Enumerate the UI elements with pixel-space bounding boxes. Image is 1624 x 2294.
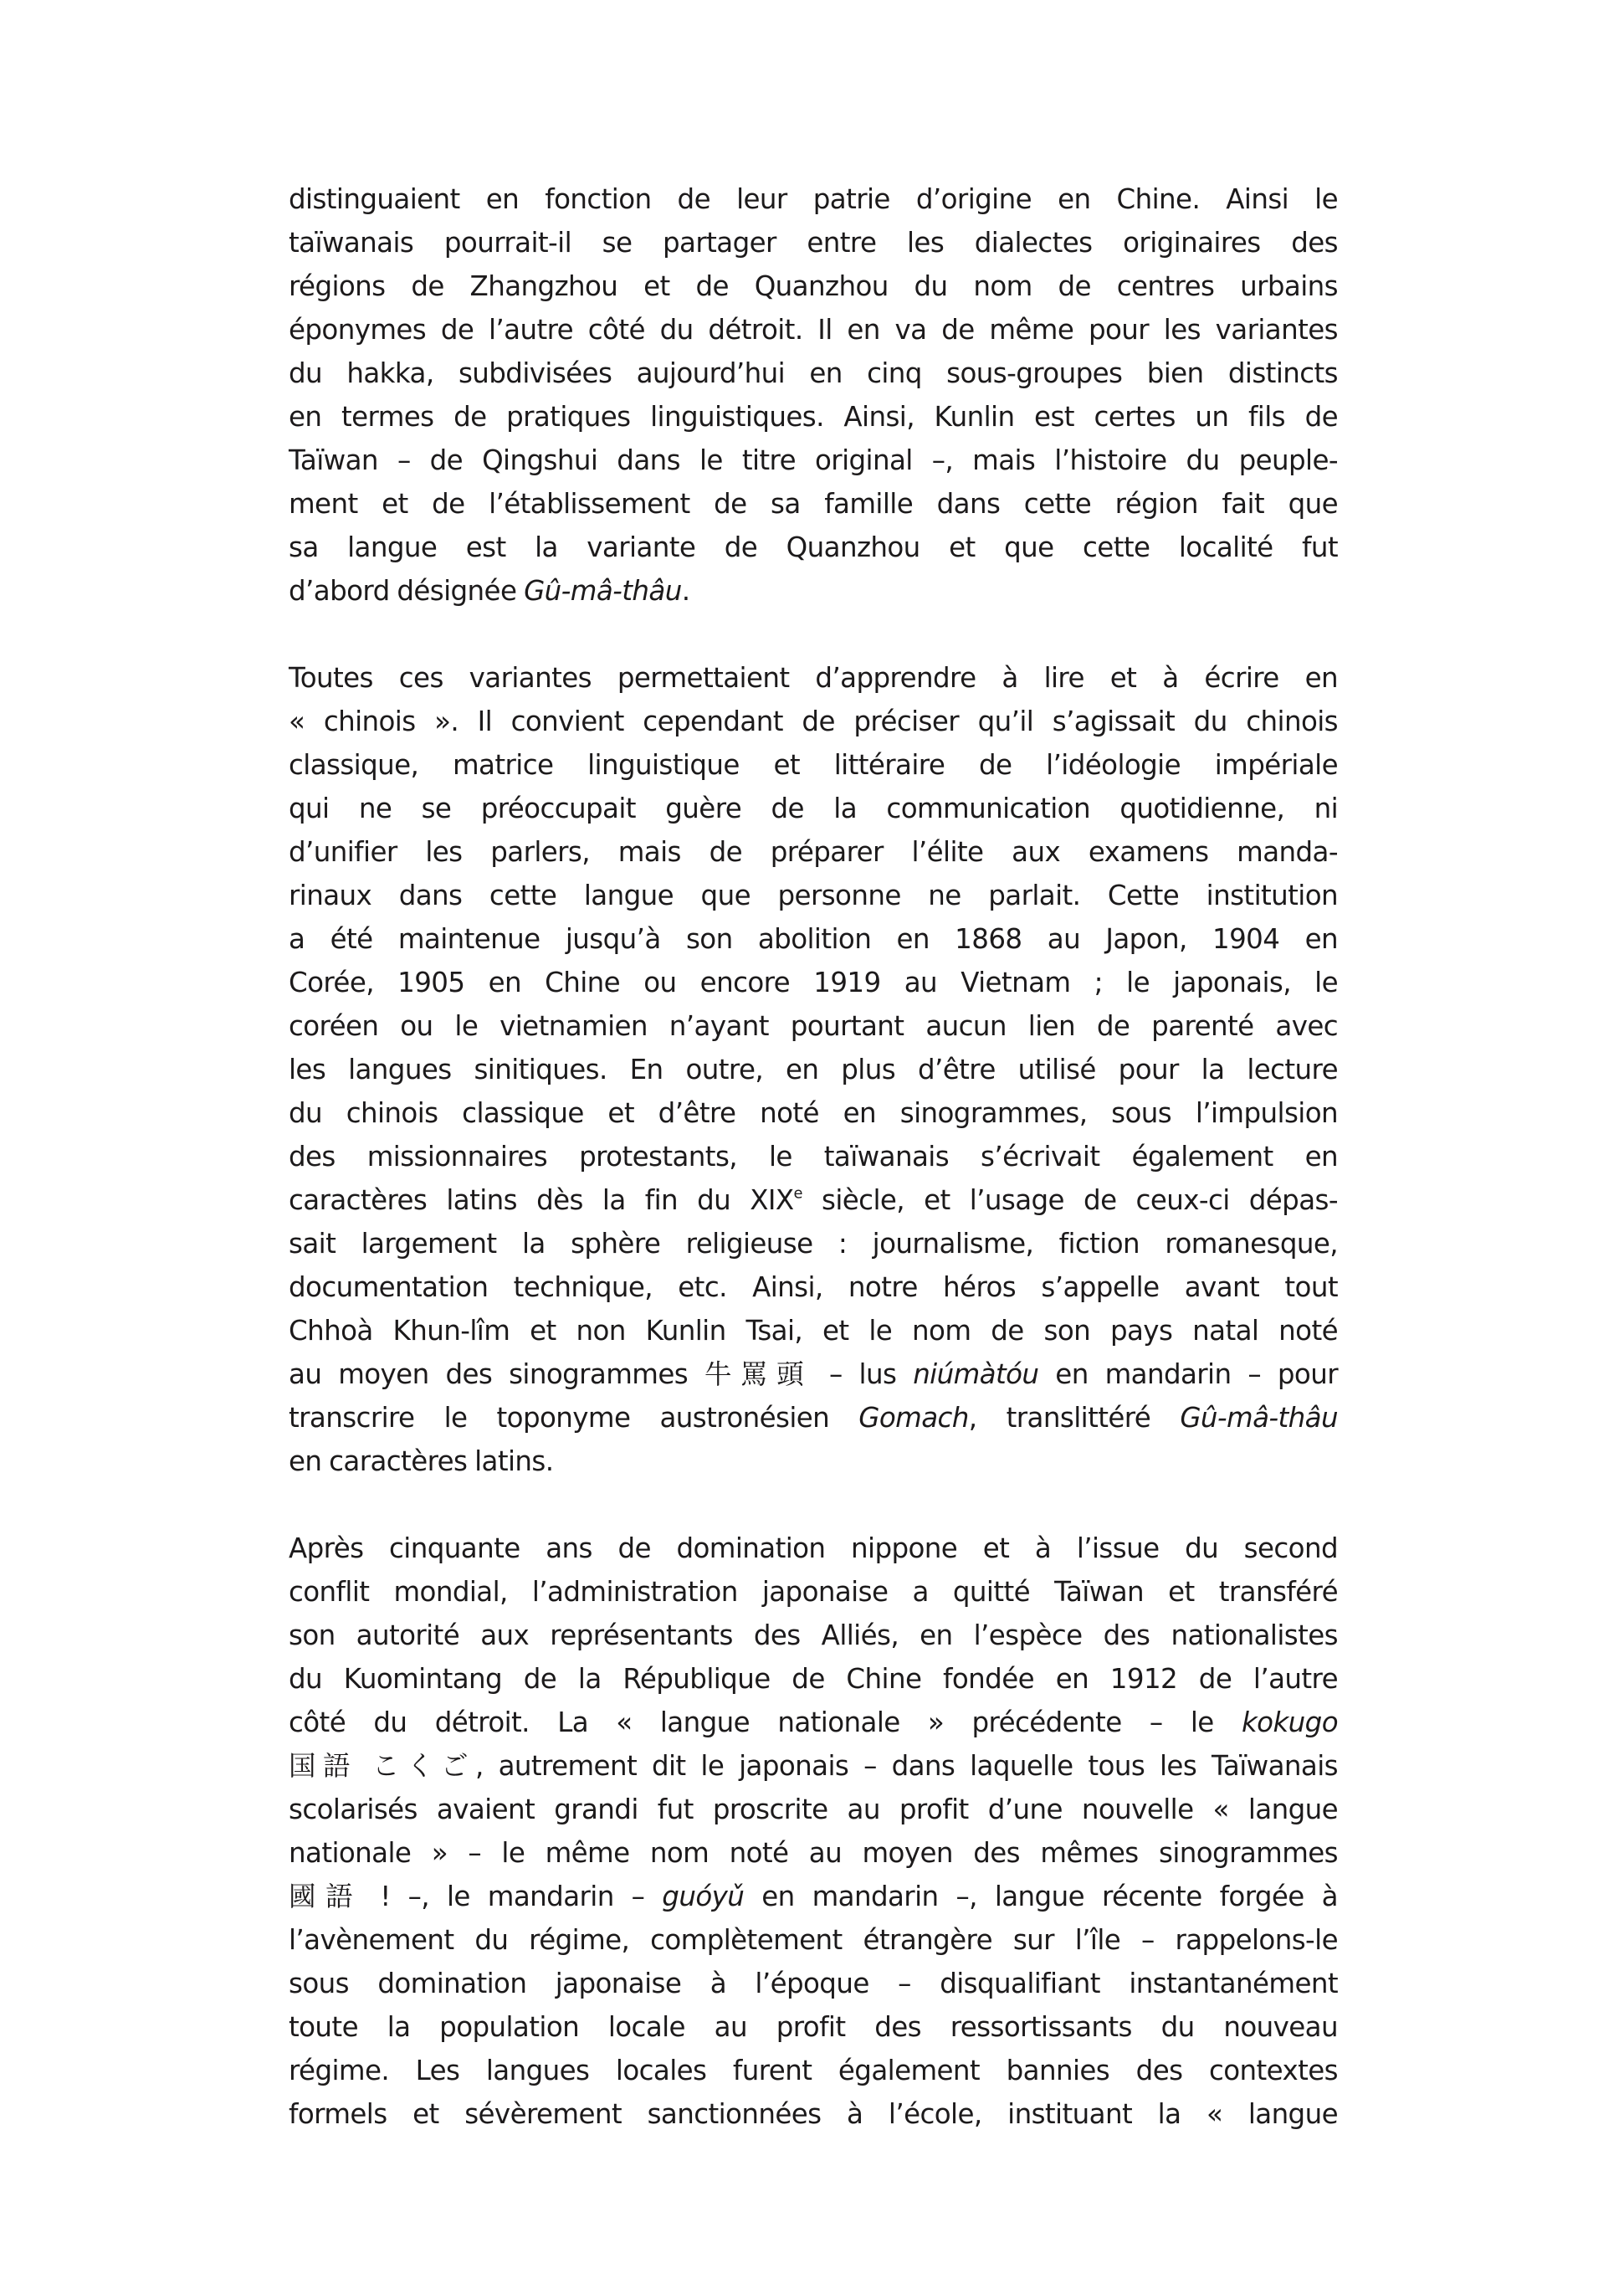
text-run: ! –, le mandarin – [362, 1881, 663, 1912]
text-line: du Kuomintang de la République de Chine fondée en 1912 de l’autre [289, 1663, 1338, 1695]
text-run: d’abord désignée [289, 575, 525, 607]
text-run: en mandarin –, langue récente forgée à [744, 1881, 1338, 1912]
text-line: rinaux dans cette langue que personne ne parlait. Cette institution [289, 880, 1338, 911]
paragraph-1 [289, 177, 1338, 613]
text-line: éponymes de l’autre côté du détroit. Il en va de même pour les variantes [289, 314, 1338, 346]
text-line: en caractères latins. [289, 1445, 554, 1477]
text-line: nationale » – le même nom noté au moyen des mêmes sinogrammes [289, 1837, 1338, 1869]
text-line: conflit mondial, l’administration japonaise a quitté Taïwan et transféré [289, 1576, 1338, 1608]
text-line: Corée, 1905 en Chine ou encore 1919 au Vietnam ; le japonais, le [289, 967, 1338, 998]
text-line: Toutes ces variantes permettaient d’apprendre à lire et à écrire en [289, 662, 1338, 694]
text-run: – lus [812, 1358, 914, 1390]
text-line [289, 1744, 1338, 1788]
text-line: taïwanais pourrait-il se partager entre les dialectes originaires des [289, 227, 1338, 259]
text-run: caractères latins dès la fin du XIX [289, 1184, 794, 1216]
text-line: Après cinquante ans de domination nippone et à l’issue du second [289, 1532, 1338, 1564]
text-run: , autrement dit le japonais – dans laquelle tous les Taïwanais [475, 1750, 1339, 1782]
text-line: scolarisés avaient grandi fut proscrite au profit d’une nouvelle « langue [289, 1794, 1338, 1825]
text-run: en mandarin – pour [1038, 1358, 1338, 1390]
italic-term: kokugo [1241, 1706, 1338, 1738]
italic-term: Gû-mâ-thâu [524, 575, 682, 607]
text-run: siècle, et l’usage de ceux-ci dépas- [802, 1184, 1338, 1216]
text-line [289, 1875, 1338, 1918]
text-run: , translittéré [968, 1402, 1181, 1434]
text-line: a été maintenue jusqu’à son abolition en 1868 au Japon, 1904 en [289, 923, 1338, 955]
text-run: transcrire le toponyme austronésien [289, 1402, 859, 1434]
text-line: classique, matrice linguistique et littéraire de l’idéologie impériale [289, 749, 1338, 781]
text-line: sait largement la sphère religieuse : journalisme, fiction romanesque, [289, 1228, 1338, 1260]
text-line: du hakka, subdivisées aujourd’hui en cinq sous-groupes bien distincts [289, 357, 1338, 389]
sinogram-term: 牛罵頭 [704, 1358, 813, 1390]
text-line: sous domination japonaise à l’époque – disqualifiant instantanément [289, 1968, 1338, 1999]
text-line: en termes de pratiques linguistiques. Ainsi, Kunlin est certes un fils de [289, 401, 1338, 433]
text-line: du chinois classique et d’être noté en sinogrammes, sous l’impulsion [289, 1097, 1338, 1129]
paragraph-3 [289, 1527, 1338, 2136]
text-line [289, 569, 1338, 613]
text-line: distinguaient en fonction de leur patrie d’origine en Chine. Ainsi le [289, 183, 1338, 215]
sinogram-term: 國語 [289, 1881, 363, 1912]
text-run: . [681, 575, 690, 607]
sinogram-term: 国語 こくご [289, 1750, 475, 1782]
text-line: régions de Zhangzhou et de Quanzhou du nom de centres urbains [289, 270, 1338, 302]
text-line: toute la population locale au profit des ressortissants du nouveau [289, 2011, 1338, 2043]
text-line [289, 1352, 1338, 1396]
text-run: au moyen des sinogrammes [289, 1358, 704, 1390]
text-line: documentation technique, etc. Ainsi, notre héros s’appelle avant tout [289, 1271, 1338, 1303]
text-line: l’avènement du régime, complètement étrangère sur l’île – rappelons-le [289, 1924, 1338, 1956]
text-line: ment et de l’établissement de sa famille dans cette région fait que [289, 488, 1338, 520]
italic-term: Gû-mâ-thâu [1180, 1402, 1338, 1434]
text-line: qui ne se préoccupait guère de la communication quotidienne, ni [289, 793, 1338, 824]
text-line: Chhoà Khun-lîm et non Kunlin Tsai, et le nom de son pays natal noté [289, 1315, 1338, 1347]
text-line [289, 1396, 1338, 1440]
text-line: Taïwan – de Qingshui dans le titre original –, mais l’histoire du peuple- [289, 444, 1338, 476]
italic-term: niúmàtóu [913, 1358, 1039, 1390]
text-line: son autorité aux représentants des Alliés, en l’espèce des nationalistes [289, 1619, 1338, 1651]
paragraph-2 [289, 656, 1338, 1483]
text-line: d’unifier les parlers, mais de préparer l’élite aux examens manda- [289, 836, 1338, 868]
text-line: coréen ou le vietnamien n’ayant pourtant aucun lien de parenté avec [289, 1010, 1338, 1042]
text-line [289, 1178, 1338, 1222]
italic-term: guóyǔ [662, 1881, 745, 1912]
text-line: « chinois ». Il convient cependant de préciser qu’il s’agissait du chinois [289, 706, 1338, 737]
text-line [289, 1701, 1338, 1744]
superscript: e [793, 1184, 802, 1203]
italic-term: Gomach [858, 1402, 969, 1434]
text-line: régime. Les langues locales furent également bannies des contextes [289, 2055, 1338, 2086]
text-line: sa langue est la variante de Quanzhou et que cette localité fut [289, 531, 1338, 563]
text-run: côté du détroit. La « langue nationale » précédente – le [289, 1706, 1242, 1738]
text-line: des missionnaires protestants, le taïwanais s’écrivait également en [289, 1141, 1338, 1173]
text-line: les langues sinitiques. En outre, en plus d’être utilisé pour la lecture [289, 1054, 1338, 1085]
document-page [289, 177, 1338, 2179]
text-line: formels et sévèrement sanctionnées à l’école, instituant la « langue [289, 2098, 1338, 2130]
